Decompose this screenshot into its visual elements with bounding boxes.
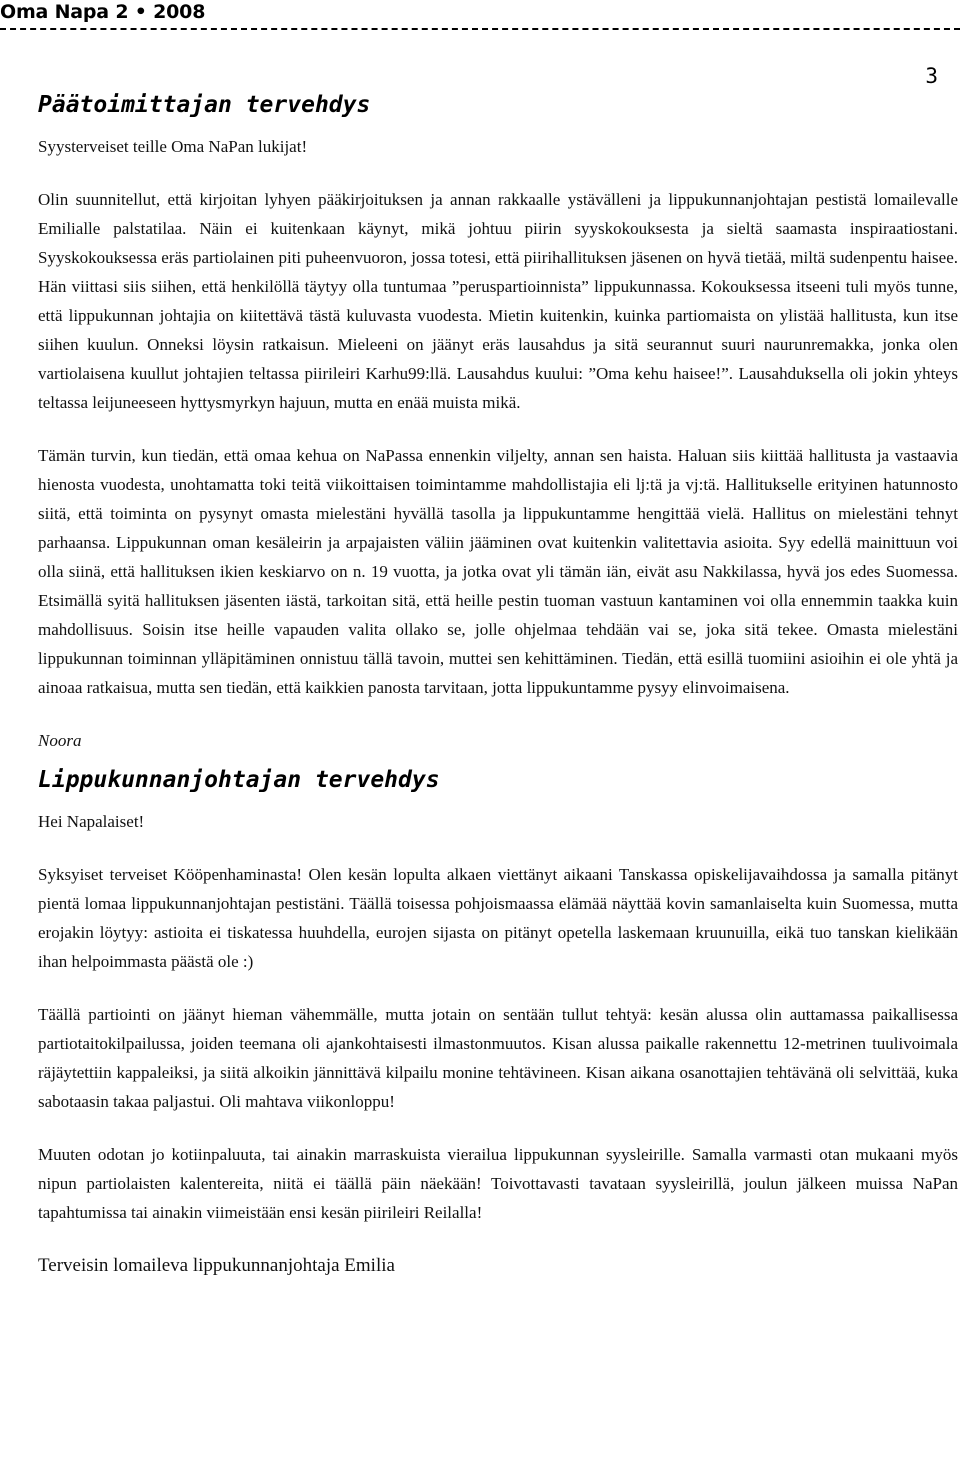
leader-paragraph: Täällä partiointi on jäänyt hieman vähemmälle, mutta jotain on sentään tullut tehtyä: kesän alussa olin auttamassa paikallisessa partiotaitokilpailussa, joiden teemana oli ajankohtaisesti ilmastonmuutos. Kisan alussa paikalle rakennettu 12-metrinen tuulivoimala räjäytettiin kappaleiksi, ja siitä alkoikin jännittävä kilpailu monine tehtävineen. Kisan aikana osanottajien tehtävänä oli selvittää, kuka sabotaasin takaa paljastui. Oli mahtava viikonloppu! [38, 1005, 958, 1111]
leader-paragraph: Muuten odotan jo kotiinpaluuta, tai ainakin marraskuista vierailua lippukunnan syysleirille. Samalla varmasti otan mukaani myös nipun partiolaisten kalentereita, niitä ei täällä päin näekään! Toivottavasti tavataan syysleirillä, joulun jälkeen muissa NaPan tapahtumissa tai ainakin viimeistään ensi kesän piirileiri Reilalla! [38, 1145, 958, 1222]
publication-title: Oma Napa 2 • 2008 [0, 1, 206, 23]
header-divider [0, 28, 960, 30]
editor-signature: Noora [38, 731, 82, 750]
leader-paragraph: Syksyiset terveiset Kööpenhaminasta! Olen kesän lopulta alkaen viettänyt aikaani Tanskassa opiskelijavaihdossa ja samalla pitänyt pientä lomaa lippukunnanjohtajan pestistäni. Täällä toisessa pohjoismaassa elämää näyttää kovin samanlaiselta kuin Suomessa, mutta erojakin löytyy: astioita ei tiskatessa huuhdella, eurojen sijasta on pitänyt opetella laskemaan kruunuilla, eikä tuo tanskan kielikään ihan helpoimmasta päästä ole :) [38, 865, 958, 971]
leader-opening-line: Hei Napalaiset! [38, 812, 145, 831]
article-body [38, 80, 958, 1281]
leader-greeting-heading: Lippukunnanjohtajan tervehdys [38, 767, 440, 793]
page-number: 3 [925, 64, 938, 88]
editor-paragraph: Olin suunnitellut, että kirjoitan lyhyen pääkirjoituksen ja annan rakkaalle ystävälleni ja lippukunnanjohtajan pestistä lomailevalle Emilialle palstatilaa. Näin ei kuitenkaan käynyt, mikä johtuu piirin syyskokouksesta ja sieltä saamasta inspiraatiostani. Syyskokouksessa eräs partiolainen piti puheenvuoron, jossa totesi, että piirihallituksen jäsenen on hyvä tietää, miltä sudenpentu haisee. Hän viittasi siis siihen, että henkilöllä täytyy olla tuntumaa ”peruspartioinnista” lippukunnassa. Kokouksessa itseeni tuli myös tunne, että lippukunnan johtajia on kiitettävä tästä kuluvasta vuodesta. Mietin kuitenkin, kuinka partiomaista on ylistää hallitusta, kun itse siihen kuulun. Onneksi löysin ratkaisun. Mieleeni on jäänyt eräs lausahdus ja sitä seurannut suuri naurunremakka, jonka olen vartiolaisena kuullut johtajien teltassa piirileiri Karhu99:llä. Lausahdus kuului: ”Oma kehu haisee!”. Lausahduksella oli jokin yhteys teltassa leijuneeseen hyttysmyrkyn hajuun, mutta en enää muista mikä. [38, 190, 958, 412]
editor-opening-line: Syysterveiset teille Oma NaPan lukijat! [38, 137, 308, 156]
page-header [0, 0, 960, 30]
editor-paragraph: Tämän turvin, kun tiedän, että omaa kehua on NaPassa ennenkin viljelty, annan sen haista. Haluan siis kiittää hallitusta ja vastaavia hienosta vuodesta, unohtamatta toki teitä viikoittaisen toimintamme mahdollistajia eli lj:tä ja vj:tä. Hallitukselle erityinen hatunnosto siitä, että toiminta on pysynyt omasta mielestäni hyvällä tasolla ja lippukuntamme hengittää vielä. Hallitus on mielestäni tehnyt parhaansa. Lippukunnan oman kesäleirin ja arpajaisten väliin jääminen ovat kuitenkin valitettavia asioita. Syy edellä mainittuun voi olla siinä, että hallituksen ikien keskiarvo on n. 19 vuotta, ja jotka ovat yli tämän iän, eivät asu Nakkilassa, hyvä jos edes Suomessa. Etsimällä syitä hallituksen jäsenten iästä, tarkoitan sitä, että heille pestin tuoman vastuun kantaminen voi olla ennemmin taakka kuin mahdollisuus. Soisin itse heille vapauden valita ollako se, jolle ohjelmaa tehdään vai se, joka sitä tekee. Omasta mielestäni lippukunnan toiminnan ylläpitäminen onnistuu tällä tavoin, muttei sen kehittäminen. Tiedän, että esillä tuomiini asioihin ei ole yhtä ja ainoaa ratkaisua, mutta sen tiedän, että kaikkien panosta tarvitaan, jotta lippukuntamme pysyy elinvoimaisena. [38, 446, 958, 697]
editor-greeting-heading: Päätoimittajan tervehdys [38, 92, 371, 118]
leader-closing-signature: Terveisin lomaileva lippukunnanjohtaja Emilia [38, 1255, 395, 1276]
